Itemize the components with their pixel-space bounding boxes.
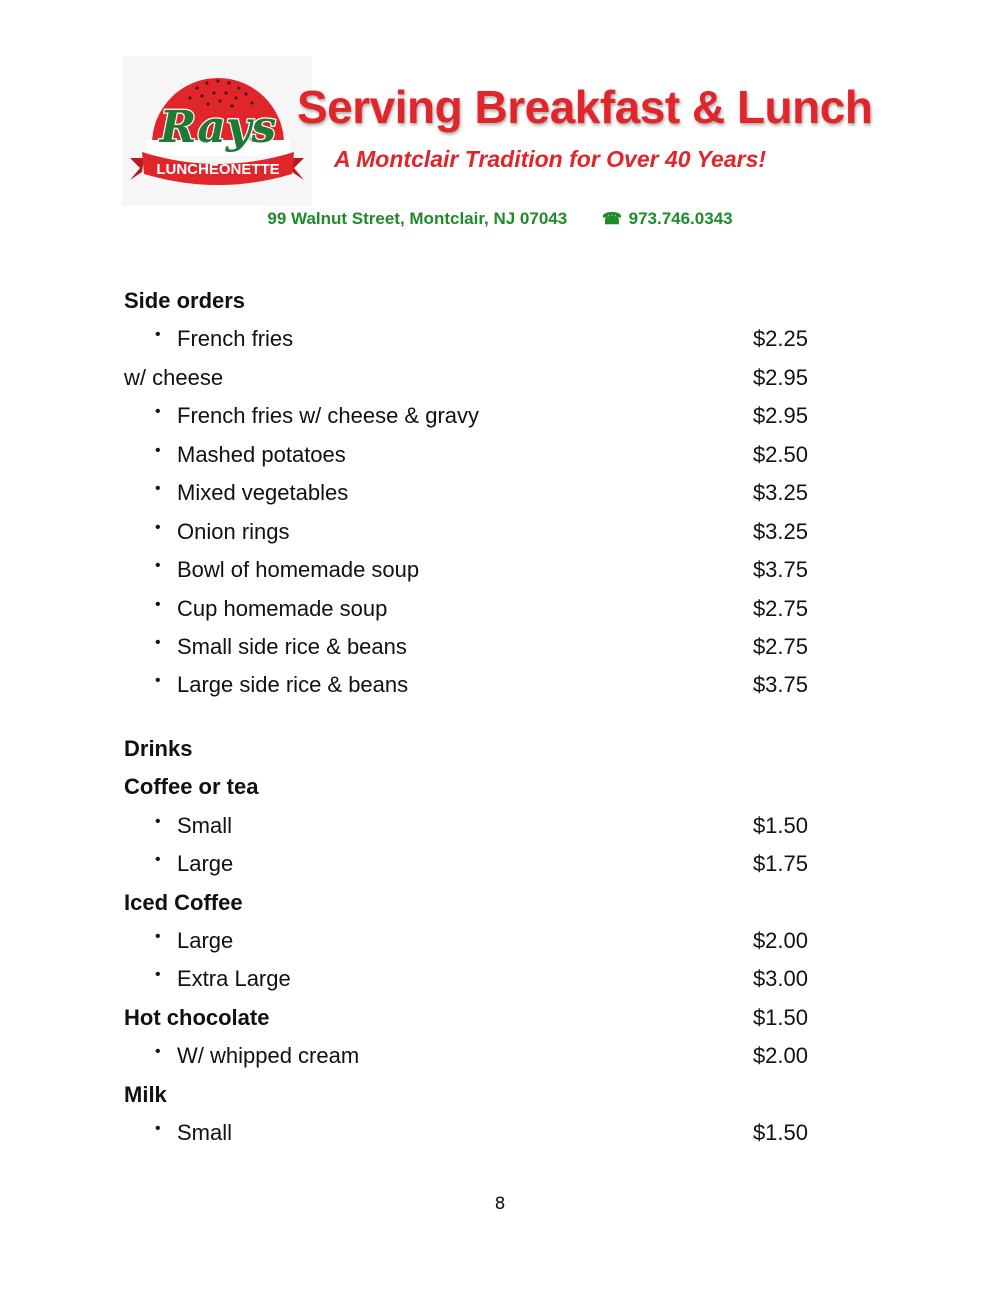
item-price: $2.75 bbox=[752, 595, 808, 621]
telephone-icon: ☎ bbox=[601, 211, 622, 228]
menu-item bbox=[124, 320, 808, 358]
menu-item bbox=[124, 1037, 808, 1075]
item-price: $3.75 bbox=[752, 557, 808, 583]
subheading-hot-chocolate bbox=[124, 999, 808, 1037]
item-price: $3.25 bbox=[752, 518, 808, 544]
logo-ribbon-text: LUNCHEONETTE bbox=[156, 161, 280, 178]
subsection-title: Iced Coffee bbox=[124, 889, 243, 915]
item-price: $1.50 bbox=[752, 1004, 808, 1030]
subheading-coffee-or-tea bbox=[124, 768, 808, 806]
bullet-icon: • bbox=[155, 812, 161, 830]
subheading-iced-coffee bbox=[124, 884, 808, 922]
item-name: Mashed potatoes bbox=[177, 441, 346, 467]
phone-number: 973.746.0343 bbox=[628, 209, 733, 228]
item-name: Onion rings bbox=[177, 518, 290, 544]
item-name: French fries bbox=[177, 326, 294, 352]
subsection-title: Coffee or tea bbox=[124, 774, 259, 800]
rays-luncheonette-logo bbox=[122, 56, 312, 206]
item-name: Large bbox=[177, 851, 234, 877]
menu-item bbox=[124, 960, 808, 998]
page-number: 8 bbox=[494, 1194, 506, 1214]
item-name: Extra Large bbox=[177, 966, 291, 992]
subheading-milk bbox=[124, 1076, 808, 1114]
menu-item bbox=[124, 436, 808, 474]
menu-item bbox=[124, 513, 808, 551]
bullet-icon: • bbox=[155, 1120, 161, 1138]
item-price: $2.25 bbox=[752, 326, 808, 352]
logo-script-text: Rays bbox=[159, 102, 277, 153]
bullet-icon: • bbox=[155, 480, 161, 498]
item-name: Large bbox=[177, 928, 234, 953]
section-heading-side-orders bbox=[124, 282, 808, 320]
item-price: $2.50 bbox=[752, 441, 808, 467]
item-price: $1.50 bbox=[752, 1120, 808, 1146]
item-price: $1.50 bbox=[752, 812, 808, 838]
menu-item bbox=[124, 474, 808, 512]
menu-list bbox=[124, 282, 808, 1153]
bullet-icon: • bbox=[155, 557, 161, 575]
banner-subtitle: A Montclair Tradition for Over 40 Years! bbox=[334, 146, 767, 172]
subsection-title: Milk bbox=[124, 1081, 167, 1107]
menu-item bbox=[124, 628, 808, 666]
item-price: $2.95 bbox=[752, 364, 808, 390]
bullet-icon: • bbox=[155, 672, 161, 690]
subsection-title: Hot chocolate bbox=[124, 1004, 270, 1030]
menu-item bbox=[124, 922, 808, 960]
item-price: $2.95 bbox=[752, 403, 808, 429]
section-title: Drinks bbox=[124, 735, 193, 761]
bullet-icon: • bbox=[155, 326, 161, 344]
item-price: $3.25 bbox=[752, 480, 808, 506]
item-price: $3.00 bbox=[752, 966, 808, 992]
menu-item-variant bbox=[124, 359, 808, 397]
item-price: $2.75 bbox=[752, 633, 808, 659]
item-name: French fries w/ cheese & gravy bbox=[177, 403, 480, 429]
bullet-icon: • bbox=[155, 441, 161, 459]
bullet-icon: • bbox=[155, 851, 161, 869]
address: 99 Walnut Street, Montclair, NJ 07043 bbox=[267, 209, 568, 228]
item-price: $3.75 bbox=[752, 672, 808, 698]
item-price: $2.00 bbox=[752, 1043, 808, 1069]
bullet-icon: • bbox=[155, 966, 161, 984]
menu-item bbox=[124, 397, 808, 435]
bullet-icon: • bbox=[155, 595, 161, 613]
bullet-icon: • bbox=[155, 928, 161, 945]
menu-item bbox=[124, 807, 808, 845]
bullet-icon: • bbox=[155, 633, 161, 651]
item-name: Mixed vegetables bbox=[177, 480, 349, 506]
item-name: w/ cheese bbox=[124, 364, 224, 390]
contact-line bbox=[0, 209, 1000, 229]
bullet-icon: • bbox=[155, 518, 161, 536]
item-name: Small bbox=[177, 812, 233, 838]
item-name: Small bbox=[177, 1120, 233, 1146]
item-name: Bowl of homemade soup bbox=[177, 557, 420, 583]
section-title: Side orders bbox=[124, 288, 246, 313]
item-name: Cup homemade soup bbox=[177, 595, 388, 621]
menu-item bbox=[124, 590, 808, 628]
section-heading-drinks bbox=[124, 730, 808, 768]
menu-header bbox=[122, 56, 882, 206]
item-price: $1.75 bbox=[752, 851, 808, 877]
menu-item bbox=[124, 666, 808, 704]
menu-item bbox=[124, 551, 808, 589]
menu-item bbox=[124, 1114, 808, 1152]
item-name: Large side rice & beans bbox=[177, 672, 409, 698]
item-name: Small side rice & beans bbox=[177, 633, 407, 659]
menu-item bbox=[124, 845, 808, 883]
item-price: $2.00 bbox=[752, 928, 808, 953]
bullet-icon: • bbox=[155, 1043, 161, 1061]
bullet-icon: • bbox=[155, 403, 161, 421]
banner-title: Serving Breakfast & Lunch bbox=[297, 81, 873, 133]
item-name: W/ whipped cream bbox=[177, 1043, 360, 1069]
